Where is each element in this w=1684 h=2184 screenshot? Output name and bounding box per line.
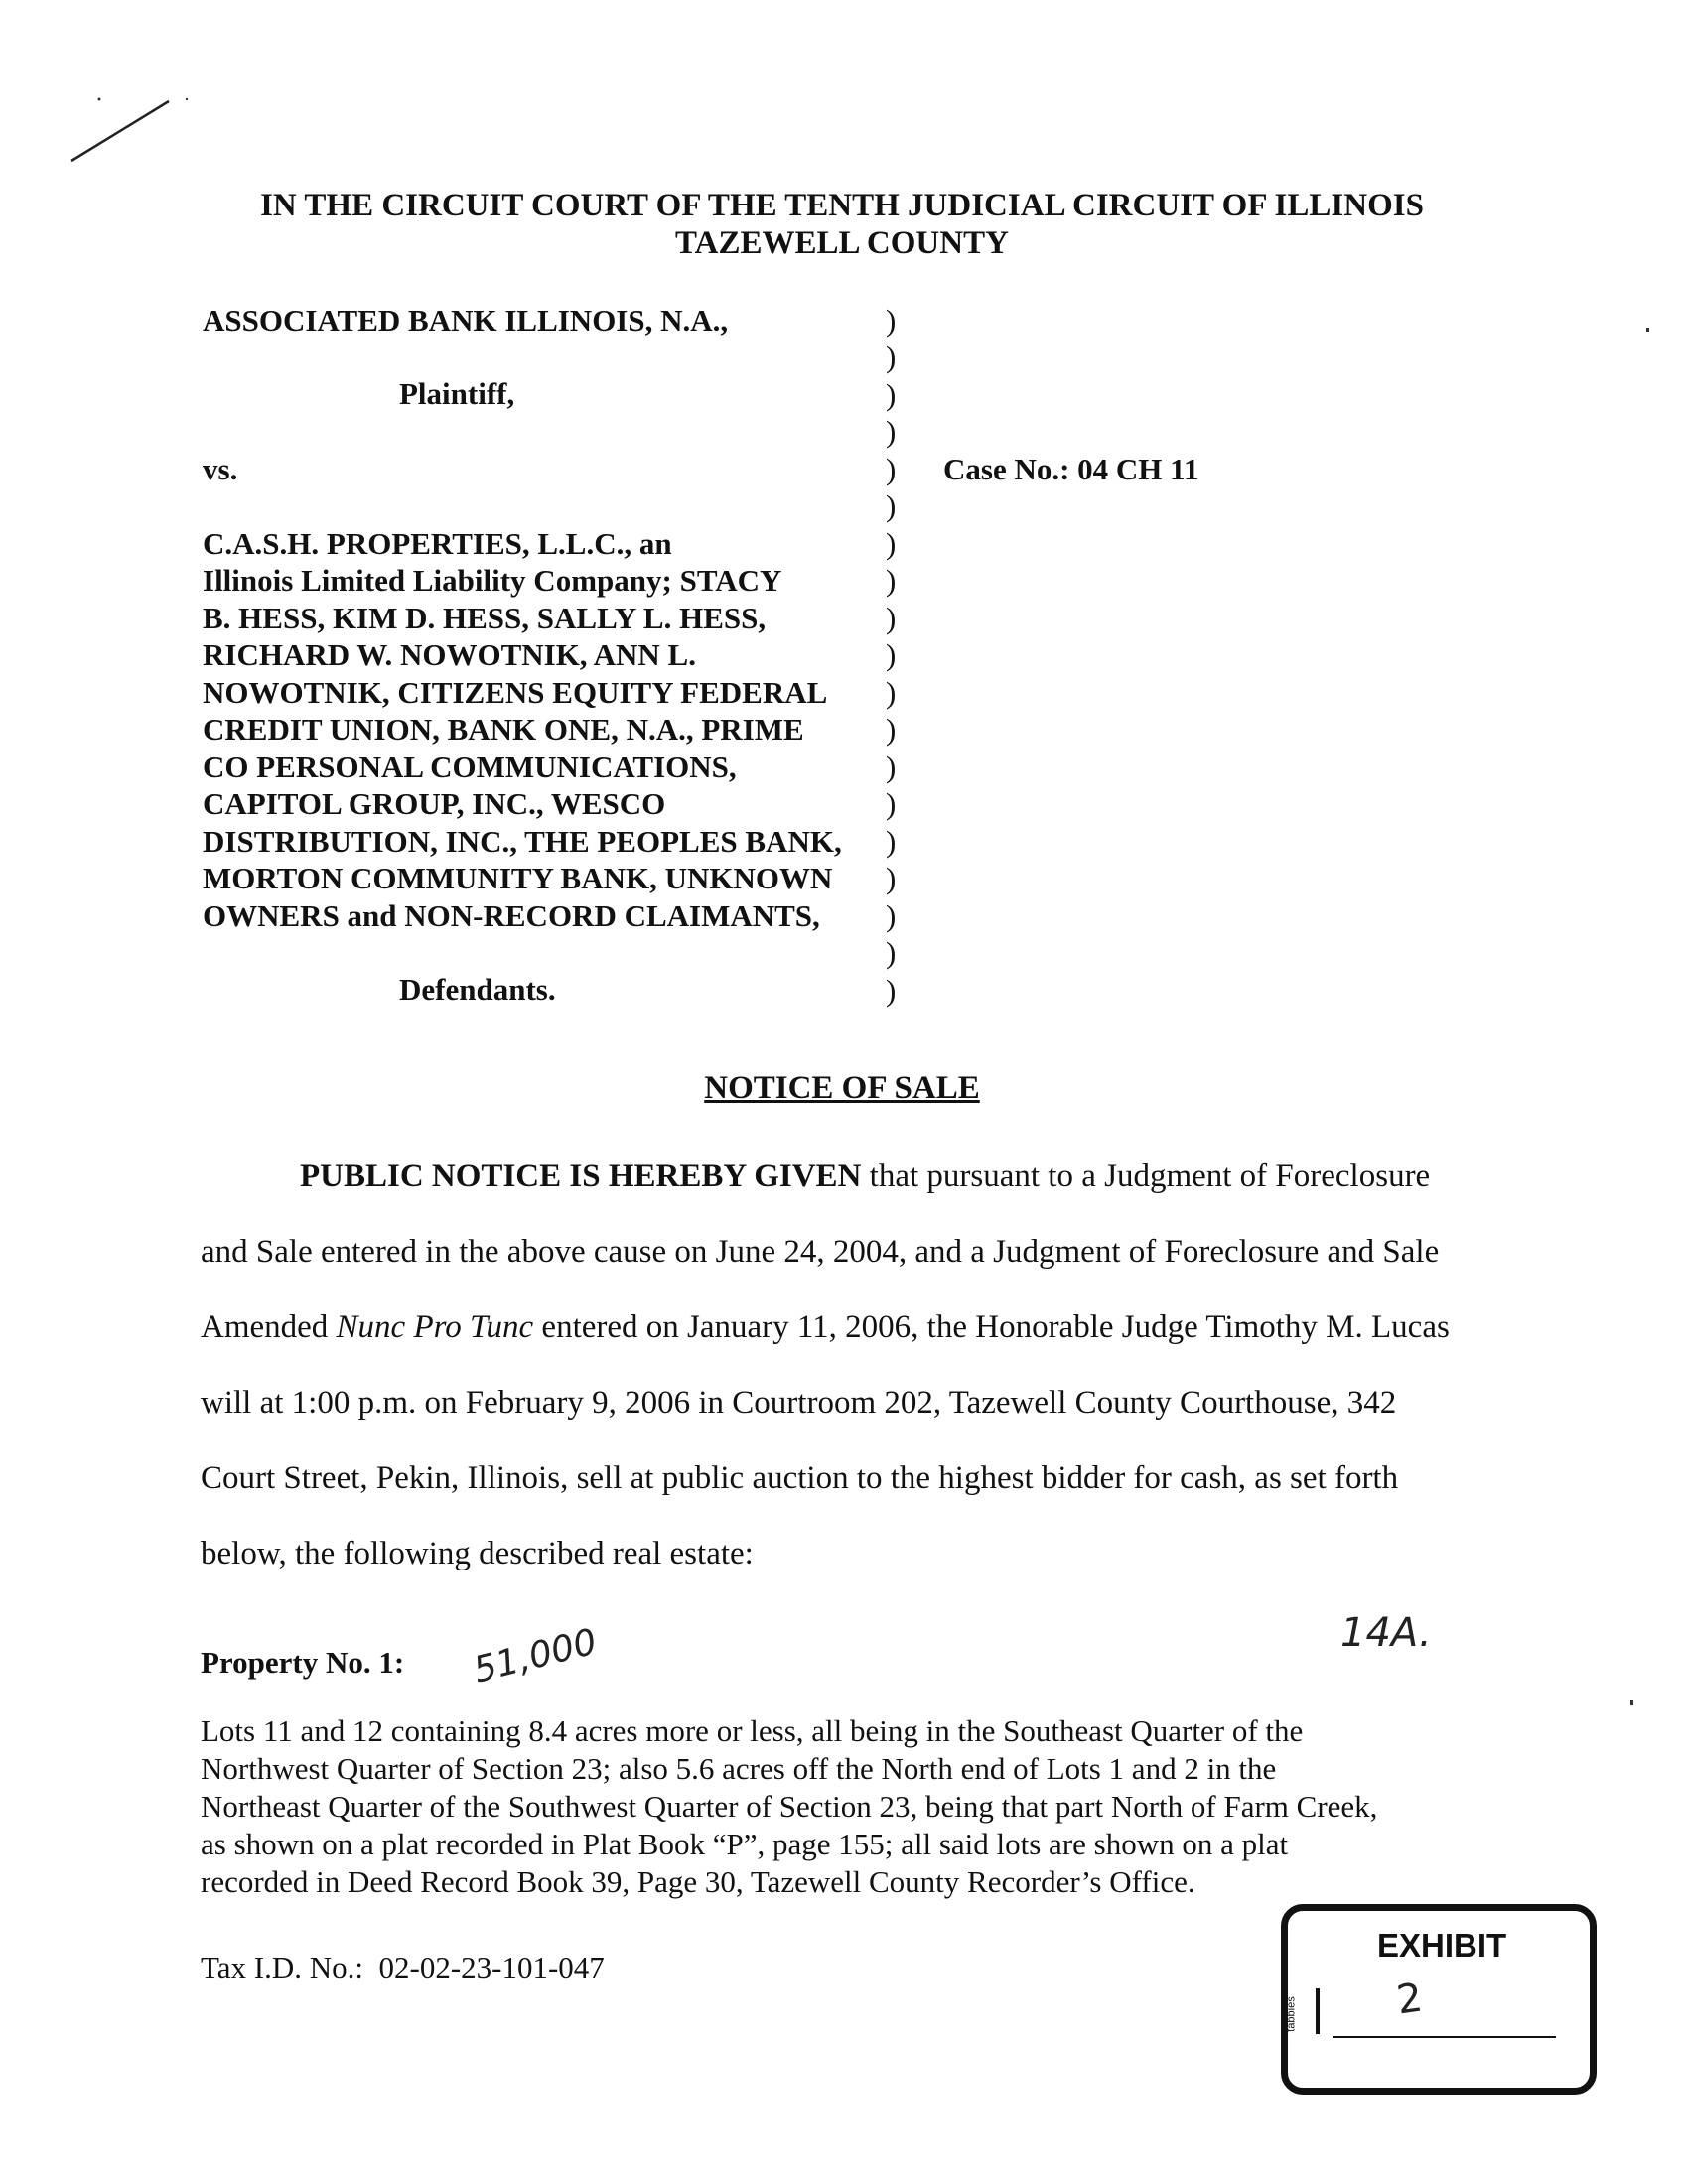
- defendant-line: RICHARD W. NOWOTNIK, ANN L.: [203, 637, 696, 672]
- court-county: TAZEWELL COUNTY: [675, 225, 1009, 261]
- versus-label: vs.: [203, 452, 238, 486]
- notice-title: NOTICE OF SALE: [704, 1070, 980, 1106]
- caption-paren: ): [886, 526, 897, 561]
- property-description-line: Northwest Quarter of Section 23; also 5.6 acres off the North end of Lots 1 and 2 in the: [201, 1751, 1277, 1786]
- notice-lead: PUBLIC NOTICE IS HEREBY GIVEN: [300, 1159, 862, 1194]
- notice-line-3-post: entered on January 11, 2006, the Honorable Judge Timothy M. Lucas: [533, 1309, 1450, 1345]
- tax-id: Tax I.D. No.: 02-02-23-101-047: [201, 1950, 605, 1984]
- caption-paren: ): [886, 861, 897, 895]
- property-description-line: recorded in Deed Record Book 39, Page 30, Tazewell County Recorder’s Office.: [201, 1864, 1195, 1899]
- exhibit-number: 2: [1393, 1975, 1426, 2024]
- defendant-line: NOWOTNIK, CITIZENS EQUITY FEDERAL: [203, 675, 828, 710]
- scan-speck: [1646, 328, 1649, 332]
- defendant-line: CO PERSONAL COMMUNICATIONS,: [203, 750, 737, 784]
- defendant-line: Illinois Limited Liability Company; STACY: [203, 563, 782, 598]
- caption-paren: ): [886, 898, 897, 933]
- caption-paren: ): [886, 935, 897, 970]
- caption-paren: ): [886, 675, 897, 710]
- exhibit-brand: tabbies: [1285, 1996, 1298, 2032]
- notice-line-1-rest: that pursuant to a Judgment of Foreclosure: [861, 1159, 1431, 1194]
- case-number: Case No.: 04 CH 11: [943, 452, 1199, 486]
- exhibit-label: EXHIBIT: [1377, 1927, 1507, 1964]
- caption-paren: ): [886, 712, 897, 747]
- handwritten-amount: 51,000: [469, 1621, 602, 1692]
- caption-paren: ): [886, 340, 897, 374]
- notice-line-4: will at 1:00 p.m. on February 9, 2006 in Courtroom 202, Tazewell County Courthouse, 342: [201, 1385, 1397, 1421]
- court-title: IN THE CIRCUIT COURT OF THE TENTH JUDICIAL CIRCUIT OF ILLINOIS: [260, 188, 1424, 223]
- caption-paren: ): [886, 786, 897, 821]
- handwritten-slash-mark: [60, 89, 189, 179]
- caption-paren: ): [886, 563, 897, 598]
- defendant-line: C.A.S.H. PROPERTIES, L.L.C., an: [203, 526, 672, 561]
- defendant-line: B. HESS, KIM D. HESS, SALLY L. HESS,: [203, 601, 767, 635]
- caption-paren: ): [886, 601, 897, 635]
- caption-paren: ): [886, 973, 897, 1008]
- property-label: Property No. 1:: [201, 1645, 405, 1680]
- handwritten-acres: 14A.: [1340, 1610, 1432, 1656]
- exhibit-number-underline: [1333, 2036, 1556, 2038]
- caption-paren: ): [886, 377, 897, 412]
- notice-line-3-pre: Amended: [201, 1309, 337, 1345]
- notice-line-2: and Sale entered in the above cause on June 24, 2004, and a Judgment of Foreclosure and Sale: [201, 1234, 1440, 1270]
- exhibit-brand-mark: [1316, 1988, 1320, 2034]
- caption-paren: ): [886, 414, 897, 449]
- property-description-line: Northeast Quarter of the Southwest Quarter of Section 23, being that part North of Farm Creek,: [201, 1789, 1378, 1824]
- caption-paren: ): [886, 750, 897, 784]
- notice-line-6: below, the following described real estate:: [201, 1536, 754, 1571]
- defendant-line: CREDIT UNION, BANK ONE, N.A., PRIME: [203, 712, 804, 747]
- plaintiff-role: Plaintiff,: [399, 376, 515, 411]
- property-description-line: as shown on a plat recorded in Plat Book “P”, page 155; all said lots are shown on a plat: [201, 1827, 1289, 1861]
- scan-speck: [1630, 1700, 1633, 1705]
- caption-paren: ): [886, 637, 897, 672]
- caption-paren: ): [886, 824, 897, 859]
- notice-line-3: [201, 1290, 1450, 1365]
- caption-paren: ): [886, 452, 897, 486]
- defendant-line: MORTON COMMUNITY BANK, UNKNOWN: [203, 861, 833, 895]
- caption-paren: ): [886, 303, 897, 338]
- defendant-line: CAPITOL GROUP, INC., WESCO: [203, 786, 666, 821]
- defendant-line: OWNERS and NON-RECORD CLAIMANTS,: [203, 898, 820, 933]
- notice-line-1: [300, 1139, 1430, 1214]
- exhibit-sticker: [1281, 1904, 1597, 2095]
- notice-line-3-italic: Nunc Pro Tunc: [336, 1309, 534, 1345]
- defendant-line: DISTRIBUTION, INC., THE PEOPLES BANK,: [203, 824, 842, 859]
- plaintiff-name: ASSOCIATED BANK ILLINOIS, N.A.,: [203, 303, 729, 338]
- notice-line-5: Court Street, Pekin, Illinois, sell at public auction to the highest bidder for cash, as set forth: [201, 1460, 1399, 1496]
- caption-paren: ): [886, 488, 897, 523]
- property-description-line: Lots 11 and 12 containing 8.4 acres more or less, all being in the Southeast Quarter of the: [201, 1713, 1304, 1748]
- defendants-role: Defendants.: [399, 972, 556, 1007]
